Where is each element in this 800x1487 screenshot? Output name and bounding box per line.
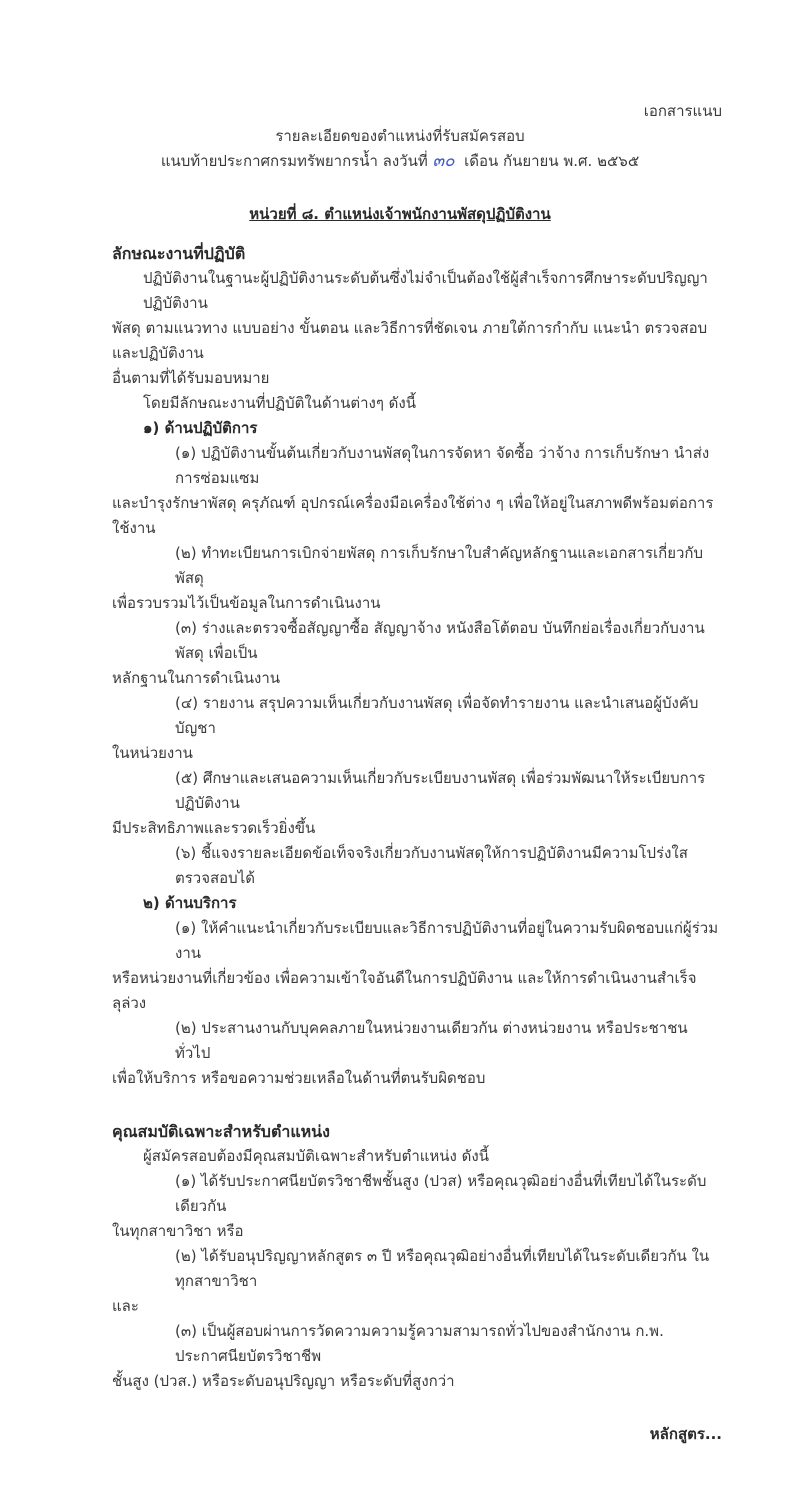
subtitle-suffix: เดือน กันยายน พ.ศ. ๒๕๖๕ [464,152,640,170]
continued-marker: หลักสูตร... [649,1425,722,1443]
duties-intro: โดยมีลักษณะงานที่ปฏิบัติในด้านต่างๆ ดังนี้ [143,394,416,412]
list-item-cont: เพื่อรวบรวมไว้เป็นข้อมูลในการดำเนินงาน [112,594,381,612]
document-subtitle [0,149,800,174]
section-service: ๒) ด้านบริการ [143,894,237,912]
list-item-cont: ในทุกสาขาวิชา หรือ [112,1222,244,1240]
paragraph-line: ปฏิบัติงานในฐานะผู้ปฏิบัติงานระดับต้นซึ่งไม่จำเป็นต้องใช้ผู้สำเร็จการศึกษาระดับปริญญา ปฏิบัติงาน [143,269,708,312]
list-item: (๑) ได้รับประกาศนียบัตรวิชาชีพชั้นสูง (ปวส) หรือคุณวุฒิอย่างอื่นที่เทียบได้ในระดับเดียวกัน [175,1172,707,1215]
list-item: (๒) ประสานงานกับบุคคลภายในหน่วยงานเดียวกัน ต่างหน่วยงาน หรือประชาชนทั่วไป [175,1019,688,1062]
attachment-label: เอกสารแนบ [643,102,722,120]
list-item-cont: ในหน่วยงาน [112,744,193,762]
unit-heading [0,202,800,227]
list-item-cont: และบำรุงรักษาพัสดุ ครุภัณฑ์ อุปกรณ์เครื่องมือเครื่องใช้ต่าง ๆ เพื่อให้อยู่ในสภาพดีพร้อมต่อการใช้งาน [112,494,714,537]
list-item: (๑) ให้คำแนะนำเกี่ยวกับระเบียบและวิธีการปฏิบัติงานที่อยู่ในความรับผิดชอบแก่ผู้ร่วมงาน [175,919,719,962]
paragraph-line: อื่นตามที่ได้รับมอบหมาย [112,369,270,387]
list-item-cont: และ [112,1297,139,1315]
subtitle-prefix: แนบท้ายประกาศกรมทรัพยากรน้ำ ลงวันที่ [160,152,428,170]
list-item: (๒) ได้รับอนุปริญญาหลักสูตร ๓ ปี หรือคุณวุฒิอย่างอื่นที่เทียบได้ในระดับเดียวกัน ในทุกสาขาวิชา [175,1247,710,1290]
list-item-cont: เพื่อให้บริการ หรือขอความช่วยเหลือในด้านที่ตนรับผิดชอบ [112,1069,486,1087]
list-item-cont: หลักฐานในการดำเนินงาน [112,669,281,687]
list-item: (๒) ทำทะเบียนการเบิกจ่ายพัสดุ การเก็บรักษาใบสำคัญหลักฐานและเอกสารเกี่ยวกับพัสดุ [175,544,704,587]
qualifications-heading: คุณสมบัติเฉพาะสำหรับตำแหน่ง [112,1122,330,1141]
list-item: (๖) ชี้แจงรายละเอียดข้อเท็จจริงเกี่ยวกับงานพัสดุให้การปฏิบัติงานมีความโปร่งใส ตรวจสอบได้ [175,844,688,887]
unit-title: หน่วยที่ ๘. ตำแหน่งเจ้าพนักงานพัสดุปฏิบัติงาน [249,205,551,223]
qualifications-intro: ผู้สมัครสอบต้องมีคุณสมบัติเฉพาะสำหรับตำแหน่ง ดังนี้ [143,1147,489,1165]
section-operations: ๑) ด้านปฏิบัติการ [143,419,258,437]
handwritten-day: ๓๐ [432,151,455,171]
list-item-cont: ชั้นสูง (ปวส.) หรือระดับอนุปริญญา หรือระดับที่สูงกว่า [112,1372,455,1390]
list-item: (๔) รายงาน สรุปความเห็นเกี่ยวกับงานพัสดุ เพื่อจัดทำรายงาน และนำเสนอผู้บังคับบัญชา [175,694,699,737]
list-item-cont: หรือหน่วยงานที่เกี่ยวข้อง เพื่อความเข้าใจอันดีในการปฏิบัติงาน และให้การดำเนินงานสำเร็จลุล่วง [112,969,697,1012]
document-title: รายละเอียดของตำแหน่งที่รับสมัครสอบ [275,127,525,145]
paragraph-line: พัสดุ ตามแนวทาง แบบอย่าง ขั้นตอน และวิธีการที่ชัดเจน ภายใต้การกำกับ แนะนำ ตรวจสอบ และปฏิบัติงาน [112,319,708,362]
duties-heading: ลักษณะงานที่ปฏิบัติ [112,244,246,263]
list-item: (๕) ศึกษาและเสนอความเห็นเกี่ยวกับระเบียบงานพัสดุ เพื่อร่วมพัฒนาให้ระเบียบการปฏิบัติงาน [175,769,706,812]
list-item: (๓) เป็นผู้สอบผ่านการวัดความความรู้ความสามารถทั่วไปของสำนักงาน ก.พ. ประกาศนียบัตรวิชาชีพ [175,1322,664,1365]
list-item: (๓) ร่างและตรวจซื้อสัญญาซื้อ สัญญาจ้าง หนังสือโต้ตอบ บันทึกย่อเรื่องเกี่ยวกับงานพัสดุ เพื่อเป็น [175,619,705,662]
list-item-cont: มีประสิทธิภาพและรวดเร็วยิ่งขึ้น [112,819,316,837]
list-item: (๑) ปฏิบัติงานขั้นต้นเกี่ยวกับงานพัสดุในการจัดหา จัดซื้อ ว่าจ้าง การเก็บรักษา นำส่ง การซ่อมแซม [175,444,710,487]
